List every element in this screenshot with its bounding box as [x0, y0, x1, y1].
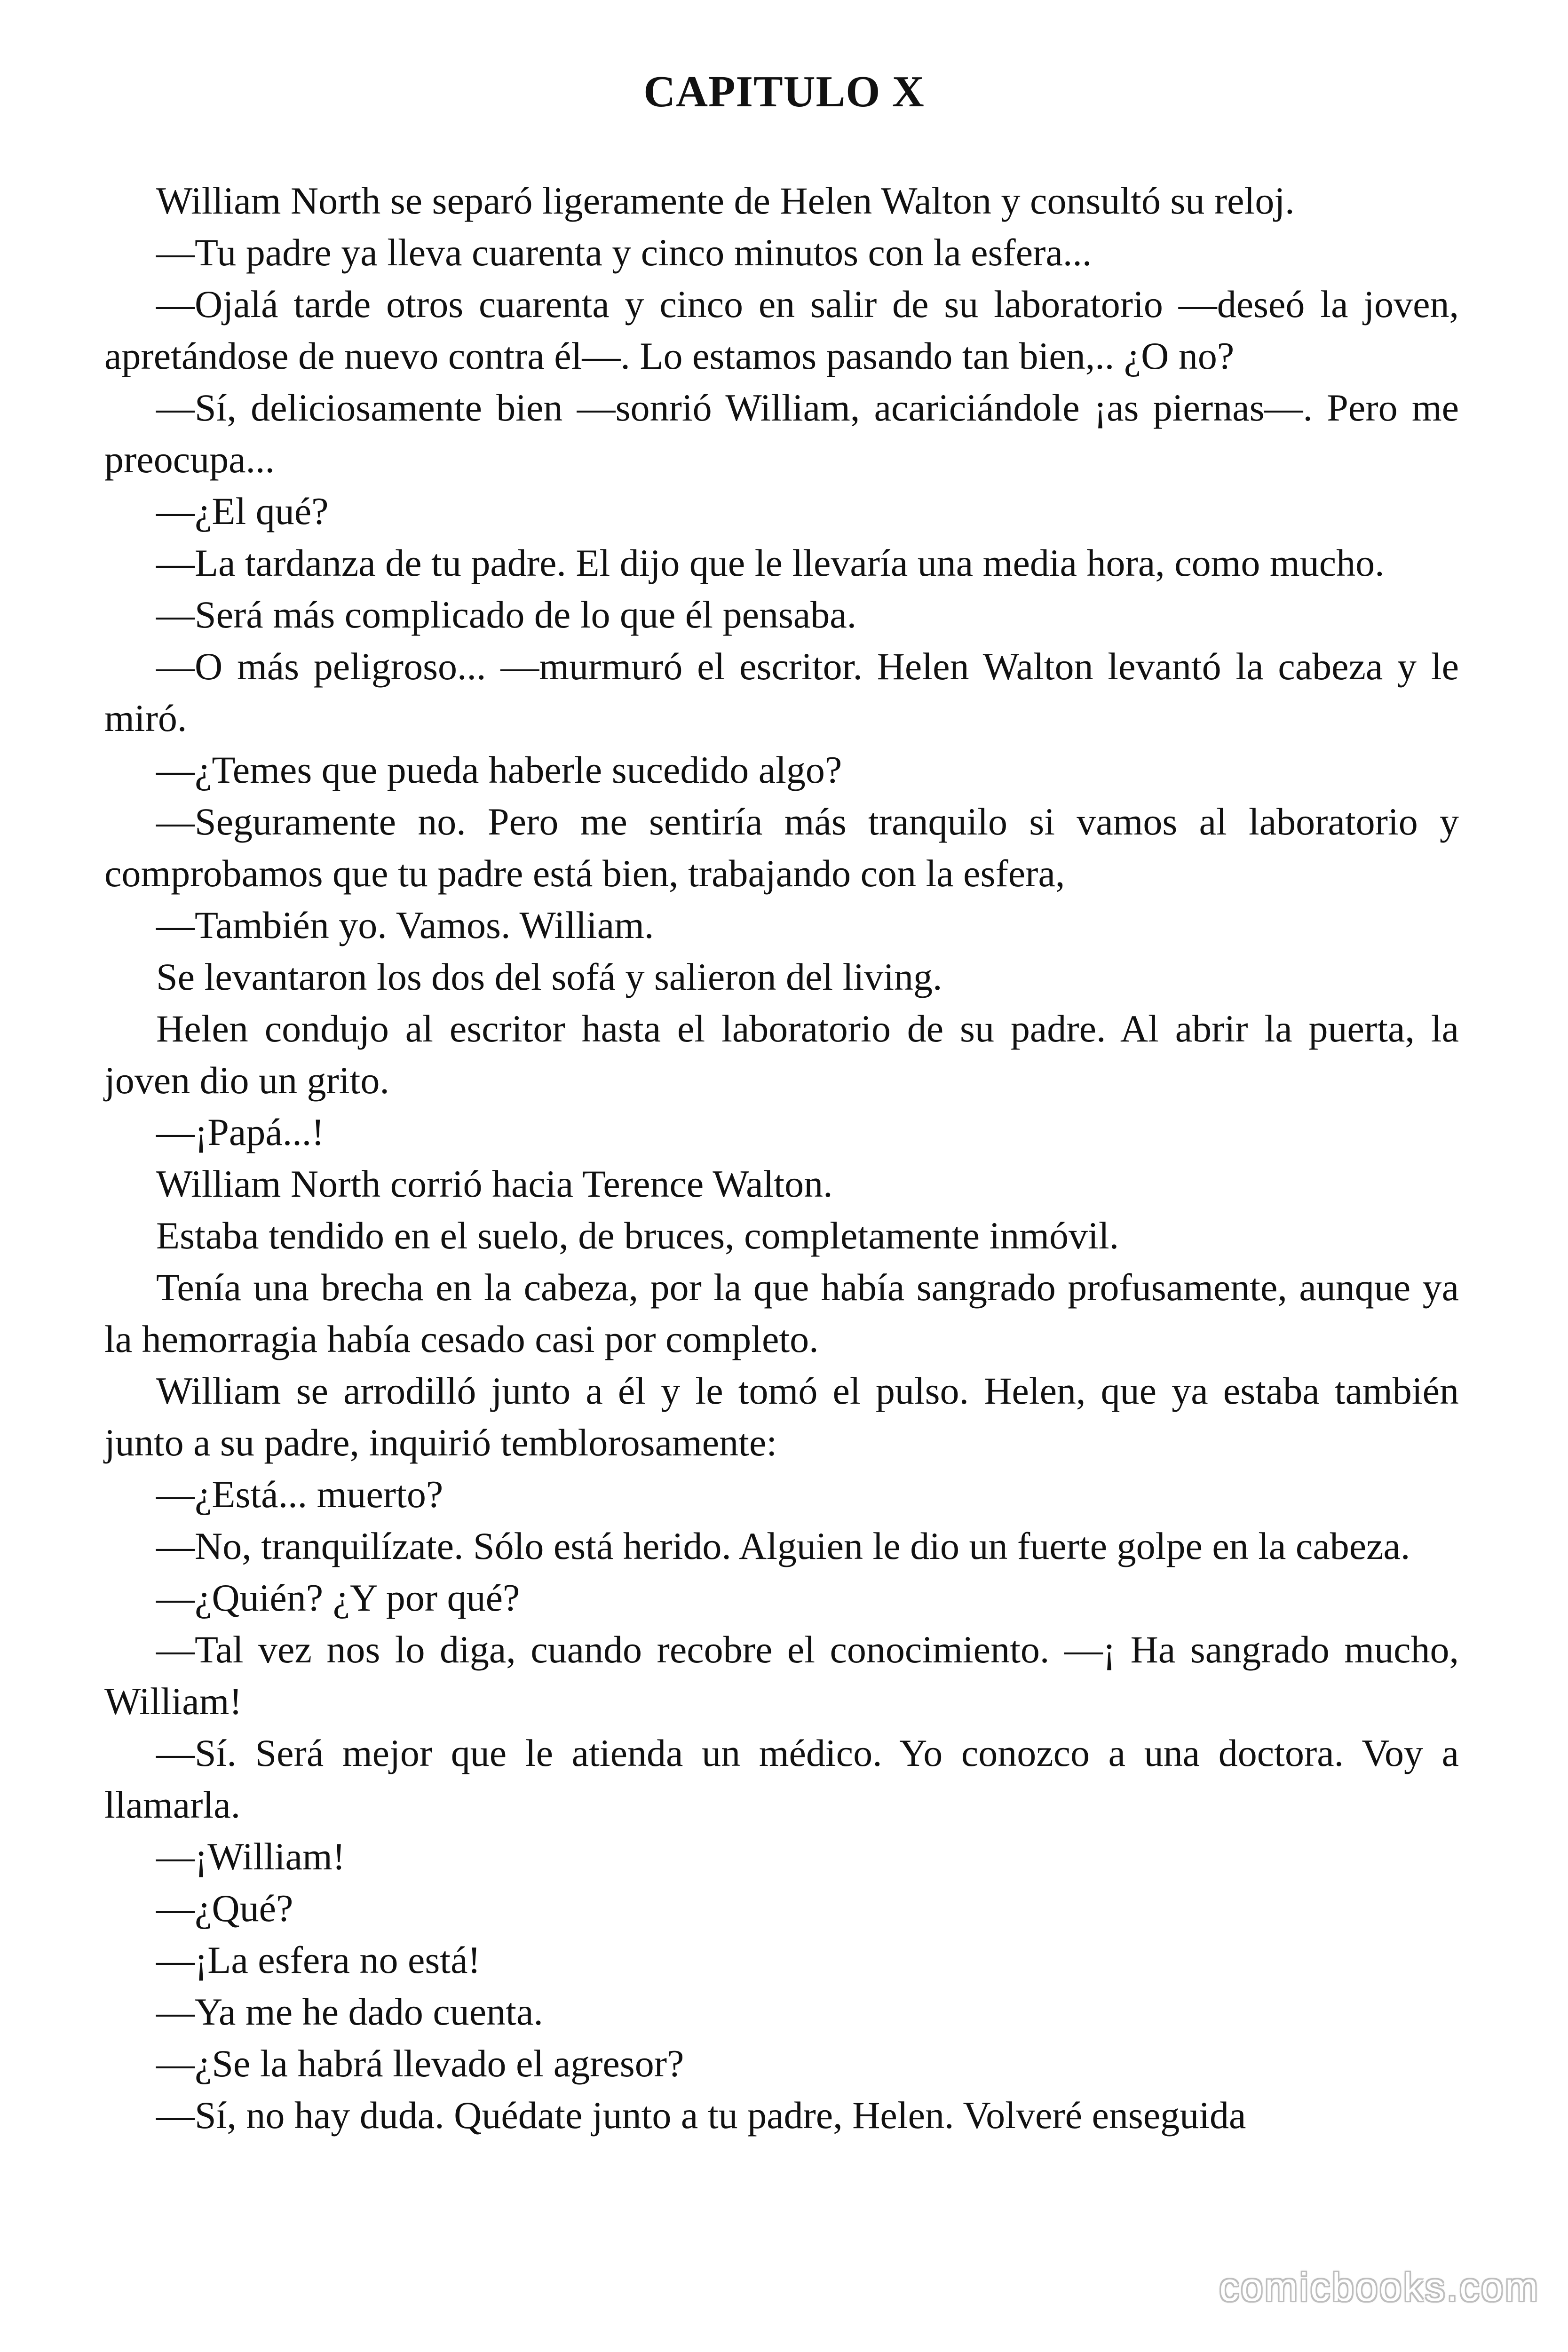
body-text	[104, 175, 1459, 2141]
paragraph: —Será más complicado de lo que él pensaba.	[156, 593, 857, 636]
paragraph: Helen condujo al escritor hasta el laboratorio de su padre. Al abrir la puerta, la joven dio un grito.	[104, 1007, 1459, 1102]
chapter-title: CAPITULO X	[643, 67, 925, 116]
paragraph: William North corrió hacia Terence Walton.	[156, 1162, 833, 1205]
paragraph: —Seguramente no. Pero me sentiría más tranquilo si vamos al laboratorio y comprobamos que tu padre está bien, trabajando con la esfera,	[104, 800, 1459, 895]
watermark-logo: comicbooks.com	[1219, 2265, 1540, 2309]
paragraph: —¿Quién? ¿Y por qué?	[156, 1576, 520, 1619]
paragraph: William North se separó ligeramente de Helen Walton y consultó su reloj.	[156, 179, 1295, 222]
paragraph: —Sí, deliciosamente bien —sonrió William, acariciándole ¡as piernas—. Pero me preocupa...	[104, 386, 1459, 481]
paragraph: William se arrodilló junto a él y le tomó el pulso. Helen, que ya estaba también junto a su padre, inquirió temblorosamente:	[104, 1369, 1459, 1464]
paragraph: —La tardanza de tu padre. El dijo que le llevaría una media hora, como mucho.	[156, 541, 1385, 584]
paragraph: Se levantaron los dos del sofá y salieron del living.	[156, 955, 942, 998]
paragraph: —Tal vez nos lo diga, cuando recobre el conocimiento. —¡ Ha sangrado mucho, William!	[104, 1628, 1459, 1723]
paragraph: —Tu padre ya lleva cuarenta y cinco minutos con la esfera...	[156, 231, 1092, 274]
paragraph: —No, tranquilízate. Sólo está herido. Alguien le dio un fuerte golpe en la cabeza.	[156, 1525, 1410, 1567]
paragraph: —¡La esfera no está!	[156, 1939, 481, 1981]
paragraph: —¡Papá...!	[156, 1111, 325, 1153]
paragraph: —¿Temes que pueda haberle sucedido algo?	[156, 748, 842, 791]
paragraph: —También yo. Vamos. William.	[156, 904, 654, 946]
paragraph: —O más peligroso... —murmuró el escritor. Helen Walton levantó la cabeza y le miró.	[104, 645, 1459, 739]
paragraph: —Ya me he dado cuenta.	[156, 1990, 543, 2033]
paragraph: —¡William!	[156, 1835, 346, 1878]
paragraph: Estaba tendido en el suelo, de bruces, completamente inmóvil.	[156, 1214, 1119, 1257]
paragraph: —¿Se la habrá llevado el agresor?	[156, 2042, 684, 2085]
paragraph: —Ojalá tarde otros cuarenta y cinco en salir de su laboratorio —deseó la joven, apretándose de nuevo contra él—. Lo estamos pasando tan bien,.. ¿O no?	[104, 283, 1459, 377]
paragraph: —¿Qué?	[156, 1887, 293, 1930]
paragraph: —Sí, no hay duda. Quédate junto a tu padre, Helen. Volveré enseguida	[156, 2094, 1246, 2137]
paragraph: Tenía una brecha en la cabeza, por la que había sangrado profusamente, aunque ya la hemorragia había cesado casi por completo.	[104, 1266, 1459, 1360]
paragraph: —¿El qué?	[156, 490, 329, 532]
paragraph: —¿Está... muerto?	[156, 1473, 443, 1516]
paragraph: —Sí. Será mejor que le atienda un médico. Yo conozco a una doctora. Voy a llamarla.	[104, 1732, 1459, 1826]
